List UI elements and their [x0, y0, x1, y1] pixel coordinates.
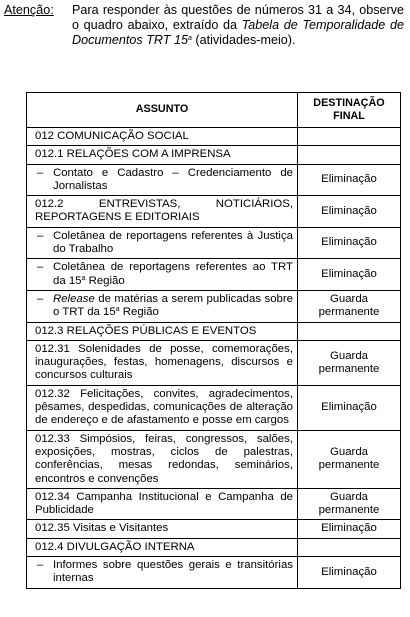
table-row	[27, 227, 401, 259]
table-row	[27, 322, 401, 340]
row-assunto: 012.35 Visitas e Visitantes	[27, 520, 298, 538]
row-destinacao: Guarda permanente	[298, 488, 401, 520]
row-assunto	[27, 259, 298, 291]
row-destinacao: Guarda permanente	[298, 290, 401, 322]
header-assunto: ASSUNTO	[27, 93, 298, 128]
row-destinacao	[298, 538, 401, 556]
row-assunto	[27, 227, 298, 259]
row-assunto	[27, 164, 298, 196]
table-row	[27, 385, 401, 430]
row-text: Contato e Cadastro – Credenciamento de Jornalistas	[53, 166, 293, 192]
header-destinacao: DESTINAÇÃO FINAL	[298, 93, 401, 128]
row-assunto	[27, 290, 298, 322]
intro-sup: a	[187, 35, 192, 43]
intro-text-end: (atividades-meio).	[191, 33, 296, 48]
row-text-end: Região	[119, 306, 159, 319]
table-row	[27, 340, 401, 385]
row-text: Coletânea de reportagens referentes à Justiça do Trabalho	[53, 229, 293, 256]
table-row	[27, 128, 401, 146]
row-destinacao: Eliminação	[298, 164, 401, 196]
row-sup: a	[81, 274, 86, 282]
row-assunto: 012.32 Felicitações, convites, agradecimentos, pêsames, despedidas, comunicações de alteração de endereço e de afastamento e posse em cargos	[27, 385, 298, 430]
table-row	[27, 538, 401, 556]
table-header-row	[27, 93, 401, 128]
dash-bullet: –	[37, 559, 44, 572]
row-assunto: 012.1 RELAÇÕES COM A IMPRENSA	[27, 146, 298, 164]
row-assunto: 012.2 ENTREVISTAS, NOTICIÁRIOS, REPORTAGENS E EDITORIAIS	[27, 196, 298, 228]
temporality-table	[26, 92, 401, 589]
row-sup: a	[115, 306, 120, 314]
table-row	[27, 520, 401, 538]
table-row	[27, 146, 401, 164]
row-destinacao: Eliminação	[298, 385, 401, 430]
row-destinacao: Guarda permanente	[298, 430, 401, 488]
dash-bullet: –	[37, 229, 44, 242]
row-destinacao: Eliminação	[298, 227, 401, 259]
row-text: Informes sobre questões gerais e transitórias internas	[53, 559, 293, 585]
intro-paragraph	[4, 3, 404, 49]
dash-bullet: –	[37, 166, 44, 179]
row-text-italic: Release	[53, 292, 95, 305]
row-destinacao	[298, 146, 401, 164]
table-row	[27, 196, 401, 228]
row-assunto	[27, 557, 298, 589]
table-row	[27, 259, 401, 291]
table-row	[27, 430, 401, 488]
dash-bullet: –	[37, 292, 44, 305]
intro-text	[72, 3, 404, 49]
row-destinacao	[298, 322, 401, 340]
row-text: Coletânea de reportagens referentes ao TRT da 15	[53, 261, 293, 287]
table-row	[27, 557, 401, 589]
row-destinacao: Eliminação	[298, 557, 401, 589]
row-assunto: 012.31 Solenidades de posse, comemorações, inaugurações, festas, homenagens, discursos e concursos culturais	[27, 340, 298, 385]
intro-text-start: Para responder às questões de números 31 a 34, observe o quadro abaixo, extraído da	[72, 3, 404, 33]
row-text-end: Região	[85, 274, 125, 287]
row-assunto: 012.33 Simpósios, feiras, congressos, salões, exposições, mostras, ciclos de palestras, conferências, mesas redondas, seminários, encontros e convenções	[27, 430, 298, 488]
table-row	[27, 488, 401, 520]
row-assunto: 012 COMUNICAÇÃO SOCIAL	[27, 128, 298, 146]
table-row	[27, 290, 401, 322]
row-assunto: 012.34 Campanha Institucional e Campanha de Publicidade	[27, 488, 298, 520]
row-destinacao	[298, 128, 401, 146]
row-destinacao: Guarda permanente	[298, 340, 401, 385]
table-row	[27, 164, 401, 196]
row-destinacao: Eliminação	[298, 259, 401, 291]
intro-text-italic: Tabela de Temporalidade de Documentos TRT 15	[72, 18, 404, 48]
row-destinacao: Eliminação	[298, 196, 401, 228]
row-assunto: 012.4 DIVULGAÇÃO INTERNA	[27, 538, 298, 556]
attention-label: Atenção:	[4, 3, 54, 17]
dash-bullet: –	[37, 261, 44, 274]
row-assunto: 012.3 RELAÇÕES PÚBLICAS E EVENTOS	[27, 322, 298, 340]
row-destinacao: Eliminação	[298, 520, 401, 538]
row-text: de matérias a serem publicadas sobre o TRT da 15	[53, 292, 293, 319]
